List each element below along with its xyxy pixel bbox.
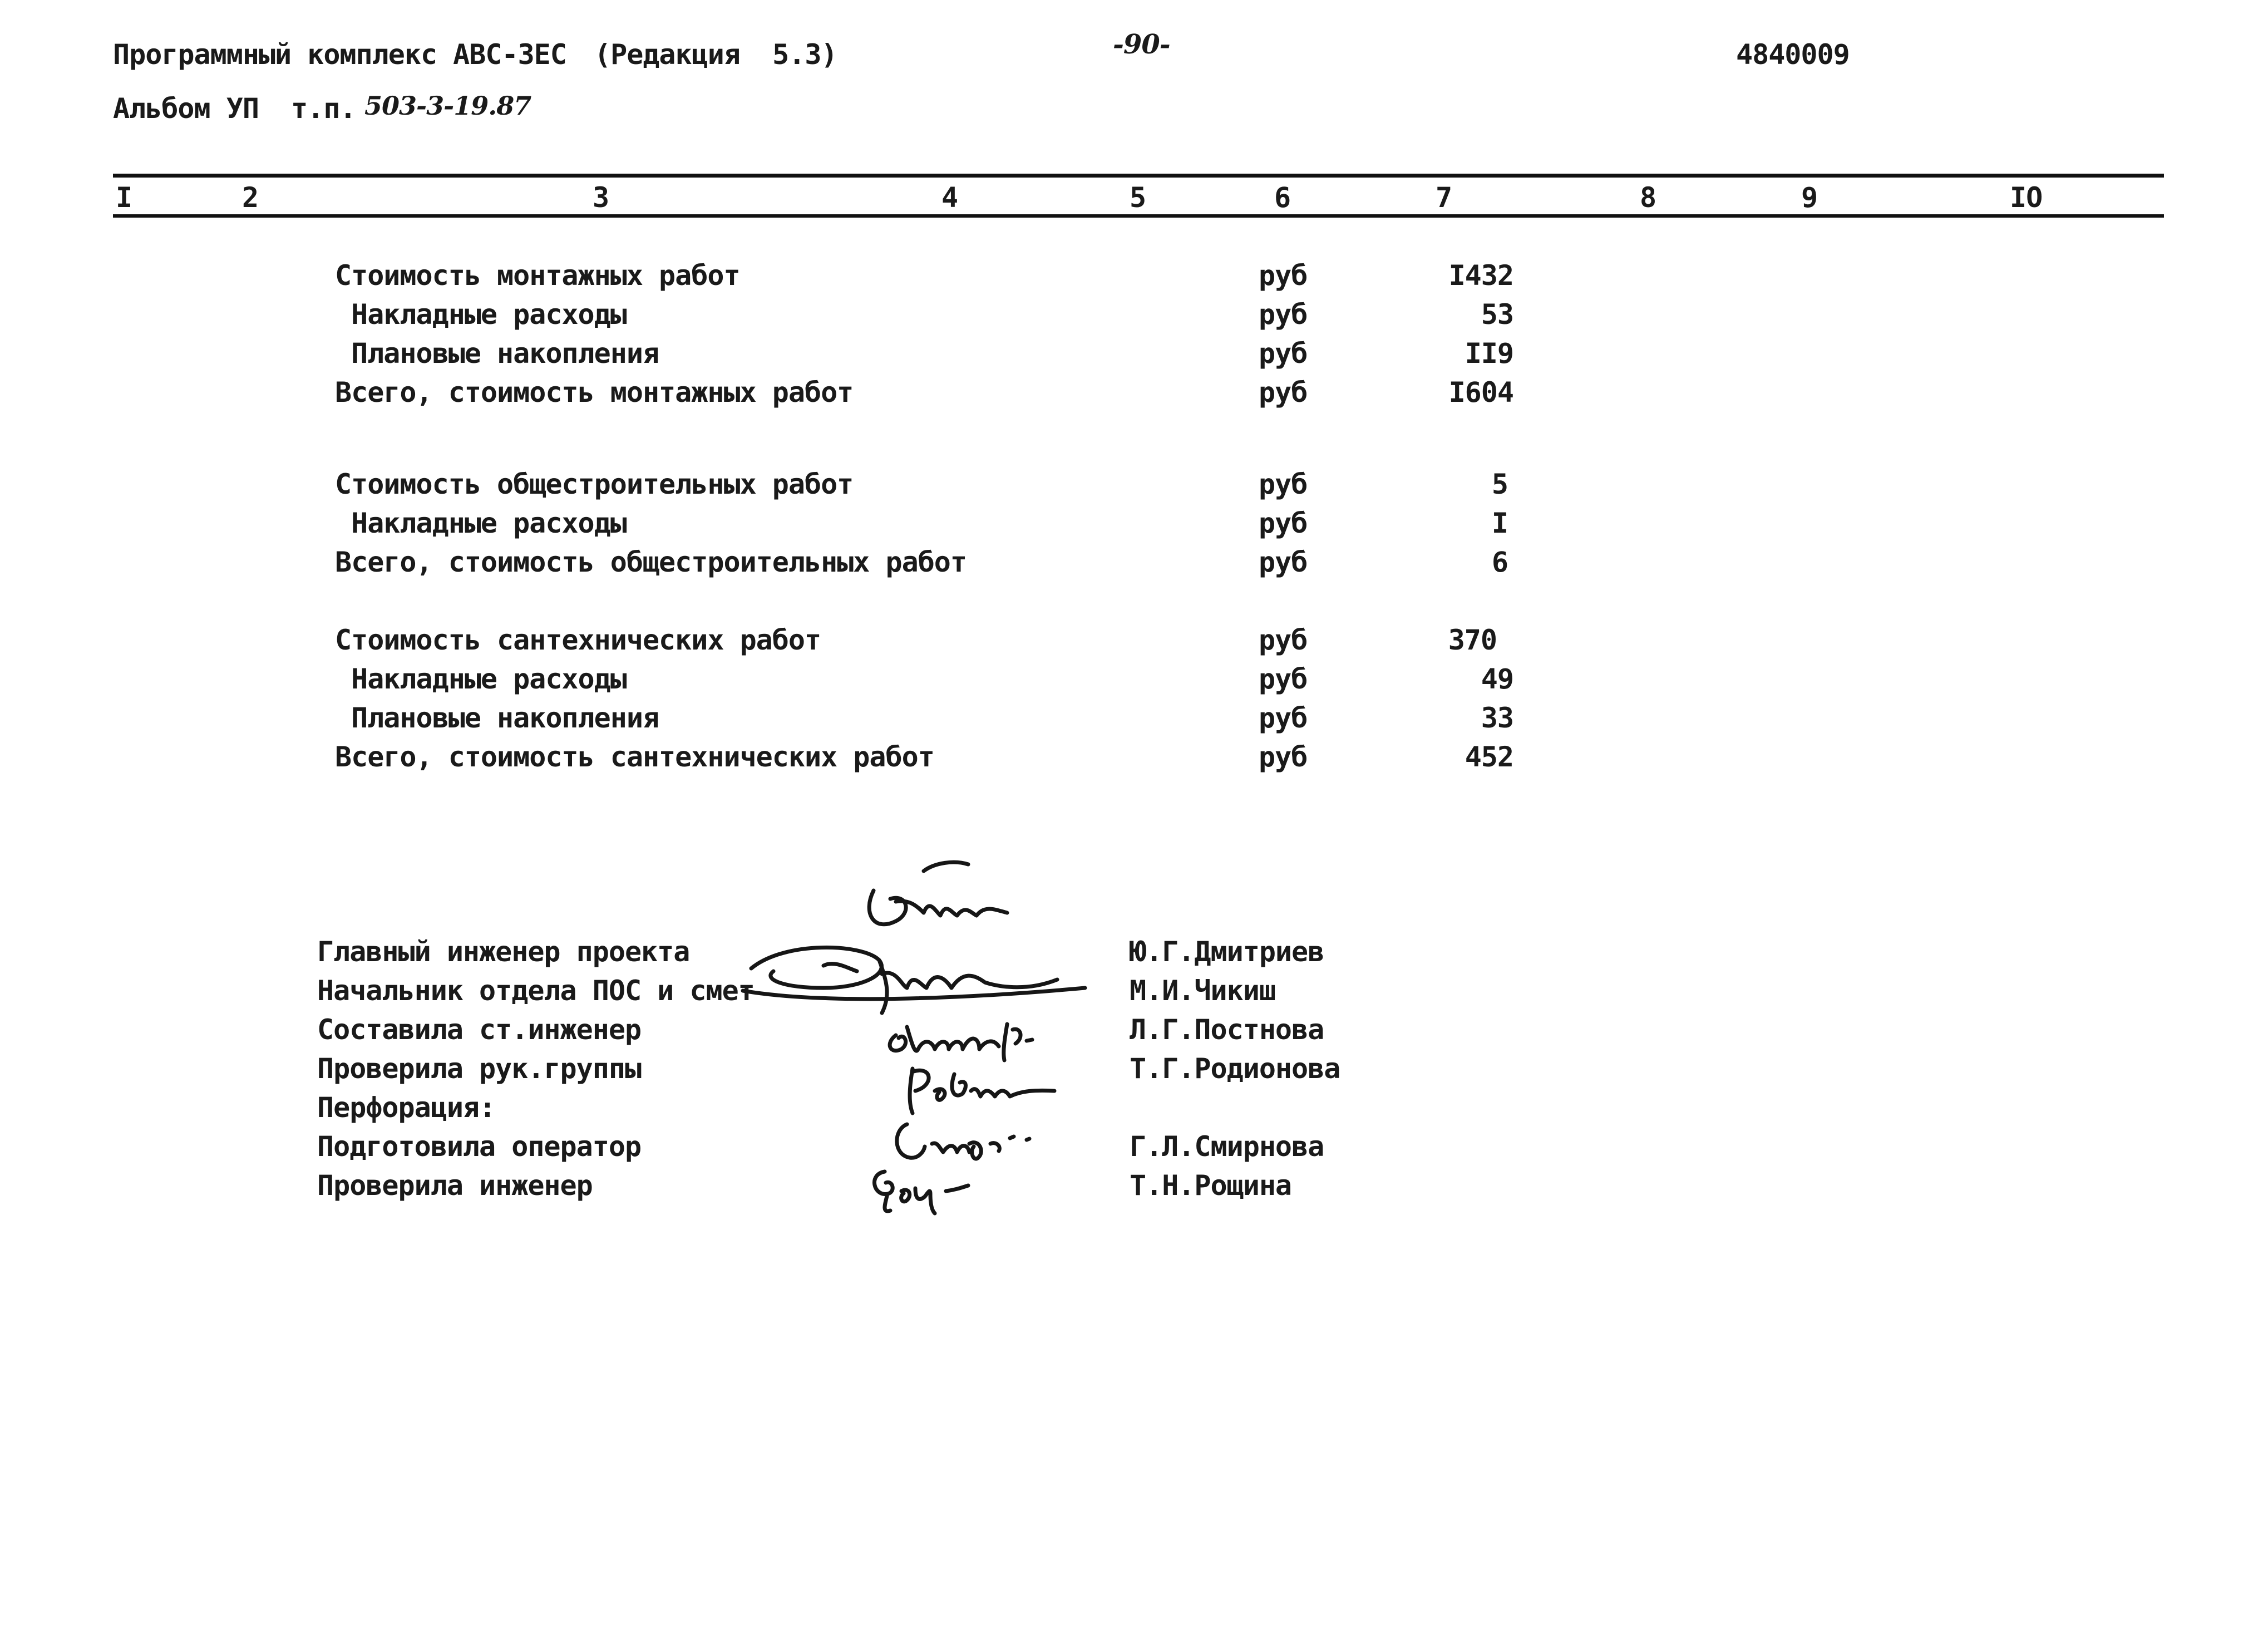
- document-code: 4840009: [1736, 38, 1850, 71]
- signature-role: Перфорация:: [317, 1091, 496, 1124]
- signature-role: Составила ст.инженер: [317, 1014, 642, 1046]
- row-unit: руб: [1259, 259, 1308, 292]
- row-value: I604: [1448, 376, 1513, 409]
- column-number: 4: [941, 181, 958, 214]
- row-label: Всего, стоимость общестроительных работ: [335, 546, 967, 578]
- album-project-number: 503-3-19.87: [364, 91, 531, 121]
- row-unit: руб: [1259, 663, 1308, 695]
- signature-name: М.И.Чикиш: [1130, 975, 1275, 1007]
- row-unit: руб: [1259, 546, 1308, 578]
- row-label: Стоимость общестроительных работ: [335, 468, 854, 500]
- row-label: Плановые накопления: [335, 337, 659, 370]
- column-number: 6: [1274, 181, 1291, 214]
- handwritten-signature: [740, 935, 1096, 1019]
- row-unit: руб: [1259, 507, 1308, 539]
- row-label: Накладные расходы: [335, 507, 627, 539]
- handwritten-signature: [901, 1052, 1068, 1119]
- row-unit: руб: [1259, 624, 1308, 656]
- handwritten-signature: [857, 860, 1035, 938]
- page-number: -90-: [1113, 29, 1170, 60]
- row-label: Накладные расходы: [335, 298, 627, 331]
- row-value: I: [1491, 507, 1508, 539]
- program-title: Программный комплекс АВС-ЗЕС: [113, 38, 566, 71]
- column-number: I: [116, 181, 132, 214]
- signature-role: Подготовила оператор: [317, 1130, 642, 1163]
- handwritten-signature: [862, 1158, 1029, 1224]
- row-label: Всего, стоимость сантехнических работ: [335, 741, 934, 773]
- row-label: Стоимость монтажных работ: [335, 259, 740, 292]
- signature-role: Главный инженер проекта: [317, 936, 690, 968]
- row-unit: руб: [1259, 702, 1308, 734]
- row-value: 53: [1481, 298, 1513, 331]
- column-number: 9: [1801, 181, 1818, 214]
- row-label: Стоимость сантехнических работ: [335, 624, 821, 656]
- column-number: 5: [1130, 181, 1146, 214]
- row-value: 49: [1481, 663, 1513, 695]
- row-value: 33: [1481, 702, 1513, 734]
- row-value: II9: [1465, 337, 1513, 370]
- signature-role: Начальник отдела ПОС и смет: [317, 975, 755, 1007]
- column-number: IO: [2010, 181, 2043, 214]
- column-number: 2: [242, 181, 259, 214]
- row-label: Накладные расходы: [335, 663, 627, 695]
- signature-name: Л.Г.Постнова: [1130, 1014, 1324, 1046]
- table-top-rule: [113, 174, 2164, 178]
- row-unit: руб: [1259, 337, 1308, 370]
- signature-name: Ю.Г.Дмитриев: [1130, 936, 1324, 968]
- signature-name: Т.Н.Рощина: [1130, 1169, 1292, 1202]
- row-value: 5: [1491, 468, 1508, 500]
- row-unit: руб: [1259, 741, 1308, 773]
- column-number: 8: [1640, 181, 1656, 214]
- signature-role: Проверила инженер: [317, 1169, 593, 1202]
- signature-name: Г.Л.Смирнова: [1130, 1130, 1324, 1163]
- signature-role: Проверила рук.группы: [317, 1052, 642, 1085]
- row-label: Плановые накопления: [335, 702, 659, 734]
- row-value: 452: [1465, 741, 1513, 773]
- row-value: I432: [1448, 259, 1513, 292]
- row-unit: руб: [1259, 298, 1308, 331]
- row-value: 370: [1448, 624, 1497, 656]
- column-number: 7: [1436, 181, 1452, 214]
- edition-label: (Редакция 5.3): [594, 38, 837, 71]
- album-label: Альбом УП т.п.: [113, 92, 356, 125]
- row-unit: руб: [1259, 468, 1308, 500]
- table-header-rule: [113, 214, 2164, 218]
- column-number: 3: [593, 181, 609, 214]
- signature-name: Т.Г.Родионова: [1130, 1052, 1340, 1085]
- row-value: 6: [1491, 546, 1508, 578]
- row-unit: руб: [1259, 376, 1308, 409]
- row-label: Всего, стоимость монтажных работ: [335, 376, 854, 409]
